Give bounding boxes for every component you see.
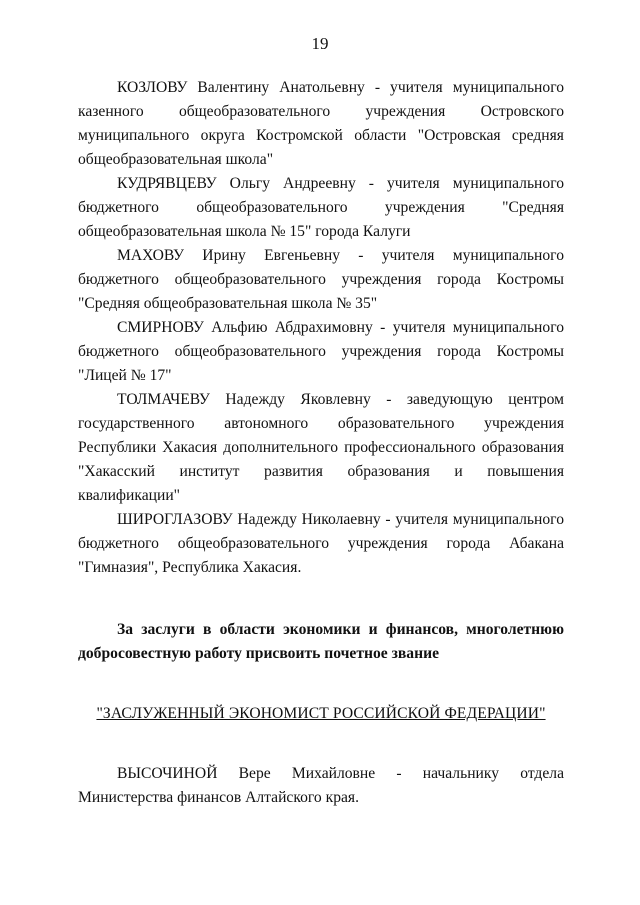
honorary-title: "ЗАСЛУЖЕННЫЙ ЭКОНОМИСТ РОССИЙСКОЙ ФЕДЕРАЦИИ" bbox=[96, 705, 546, 722]
document-body bbox=[78, 76, 564, 810]
award-entry-shiroglazova: ШИРОГЛАЗОВУ Надежду Николаевну - учителя муниципального бюджетного общеобразовательного учреждения города Абакана "Гимназия", Республика Хакасия. bbox=[78, 511, 564, 576]
award-entry-makhova: МАХОВУ Ирину Евгеньевну - учителя муниципального бюджетного общеобразовательного учреждения города Костромы "Средняя общеобразовательная школа № 35" bbox=[78, 247, 564, 312]
award-entry-vysochina: ВЫСОЧИНОЙ Вере Михайловне - начальнику отдела Министерства финансов Алтайского края. bbox=[78, 765, 564, 806]
award-entry-kozlova: КОЗЛОВУ Валентину Анатольевну - учителя муниципального казенного общеобразовательного учреждения Островского муниципального округа Костромской области "Островская средняя общеобразовательная школа" bbox=[78, 79, 564, 168]
page-number: 19 bbox=[311, 34, 329, 53]
award-entry-smirnova: СМИРНОВУ Альфию Абдрахимовну - учителя муниципального бюджетного общеобразовательного учреждения города Костромы "Лицей № 17" bbox=[78, 319, 564, 384]
section-heading: За заслуги в области экономики и финансов, многолетнюю добросовестную работу присвоить почетное звание bbox=[78, 621, 564, 662]
award-entry-kudryavtseva: КУДРЯВЦЕВУ Ольгу Андреевну - учителя муниципального бюджетного общеобразовательного учреждения "Средняя общеобразовательная школа № 15" города Калуги bbox=[78, 175, 564, 240]
award-entry-tolmacheva: ТОЛМАЧЕВУ Надежду Яковлевну - заведующую центром государственного автономного образовательного учреждения Республики Хакасия дополнительного профессионального образования "Хакасский институт развития образования и повышения квалификации" bbox=[78, 391, 564, 504]
